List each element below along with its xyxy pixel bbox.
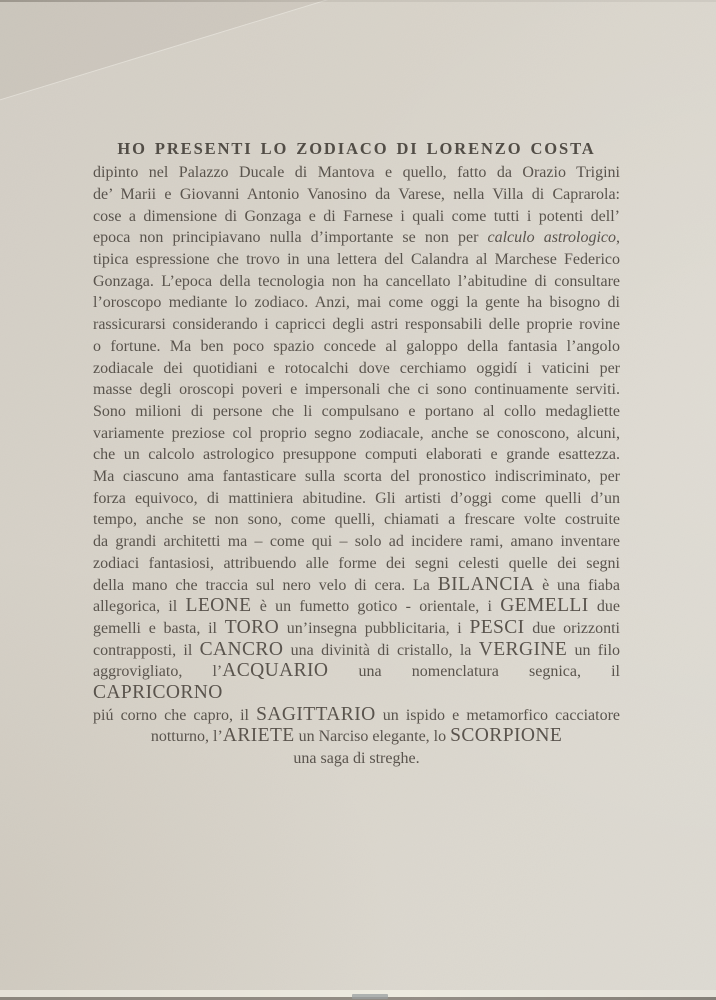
text-segment: l’oroscopo mediante lo zodiaco. Anzi, mai come oggi la gente ha bisogno di <box>93 294 620 312</box>
zodiac-sign-name: ACQUARIO <box>222 660 329 682</box>
text-segment: un filo <box>567 641 621 659</box>
zodiac-sign-name: CANCRO <box>199 638 284 660</box>
text-line <box>93 509 620 531</box>
text-line <box>93 488 620 510</box>
text-line <box>93 314 620 336</box>
text-segment: tempo, anche se non sono, come quelli, chiamati a frescare volte costruite <box>93 511 620 529</box>
text-segment: una nomenclatura segnica, il <box>328 663 620 681</box>
text-line <box>93 271 620 293</box>
text-segment: due <box>588 598 620 616</box>
text-line <box>93 640 620 662</box>
text-segment: o fortune. Ma ben poco spazio concede al galoppo della fantasia l’angolo <box>93 337 620 355</box>
text-segment: da grandi architetti ma – come qui – solo ad incidere rami, amano inventare <box>93 533 620 551</box>
text-line <box>93 227 620 249</box>
zodiac-sign-name: CAPRICORNO <box>93 682 223 704</box>
text-line <box>93 379 620 401</box>
text-segment: Ma ciascuno ama fantasticare sulla scorta del pronostico indiscriminato, per <box>93 468 620 486</box>
text-line <box>93 466 620 488</box>
text-segment: allegorica, il <box>93 598 186 616</box>
text-line <box>93 618 620 640</box>
text-block <box>93 138 620 770</box>
zodiac-sign-name: SCORPIONE <box>450 725 563 747</box>
text-line <box>93 358 620 380</box>
text-line <box>93 705 620 727</box>
text-segment: aggrovigliato, l’ <box>93 663 223 681</box>
text-line <box>93 423 620 445</box>
text-line <box>93 249 620 271</box>
text-line <box>93 531 620 553</box>
text-segment: una divinità di cristallo, la <box>283 641 479 659</box>
text-segment: un Narciso elegante, lo <box>294 728 451 746</box>
text-line <box>93 336 620 358</box>
text-segment: rassicurarsi considerando i capricci degli astri responsabili delle proprie rovine <box>93 316 620 334</box>
text-line <box>93 206 620 228</box>
page-corner-fold <box>0 0 428 128</box>
text-segment: Gonzaga. L’epoca della tecnologia non ha cancellato l’abitudine di consultare <box>93 272 620 290</box>
text-line <box>93 661 620 704</box>
text-segment: piú corno che capro, il <box>93 706 257 724</box>
text-segment: contrapposti, il <box>93 641 200 659</box>
zodiac-sign-name: ARIETE <box>222 725 295 747</box>
text-segment: masse degli oroscopi poveri e impersonali che ci sono continuamente serviti. <box>93 381 620 399</box>
zodiac-sign-name: LEONE <box>185 595 252 617</box>
italic-phrase: calculo astrologico <box>487 229 616 247</box>
text-line <box>93 401 620 423</box>
text-line <box>93 553 620 575</box>
zodiac-sign-name: SAGITTARIO <box>256 703 376 725</box>
text-segment: è una fiaba <box>534 576 620 594</box>
body-text <box>93 162 620 770</box>
text-segment: è un fumetto gotico - orientale, i <box>251 598 501 616</box>
text-line <box>93 292 620 314</box>
zodiac-sign-name: PESCI <box>469 616 525 638</box>
text-segment: zodiacale dei quotidiani e rotocalchi dove cerchiamo oggidí i vaticini per <box>93 359 620 377</box>
text-line <box>93 444 620 466</box>
text-segment: due orizzonti <box>524 619 620 637</box>
text-segment: cose a dimensione di Gonzaga e di Farnese i quali come tutti i potenti dell’ <box>93 207 620 225</box>
text-segment: zodiaci fantasiosi, attribuendo alle forme dei segni celesti quelle dei segni <box>93 554 620 572</box>
text-line <box>93 575 620 597</box>
text-segment: forza equivoco, di mattiniera abitudine. Gli artisti d’oggi come quelli d’un <box>93 489 620 507</box>
text-segment: , <box>616 229 620 247</box>
text-segment: gemelli e basta, il <box>93 619 225 637</box>
bottom-edge-smudge <box>352 994 388 999</box>
zodiac-sign-name: TORO <box>224 616 280 638</box>
text-segment: un’insegna pubblicitaria, i <box>279 619 470 637</box>
text-segment: una saga di streghe. <box>293 750 420 768</box>
text-segment: de’ Marii e Giovanni Antonio Vanosino da Varese, nella Villa di Caprarola: <box>93 185 620 203</box>
text-segment: tipica espressione che trovo in una lettera del Calandra al Marchese Federico <box>93 251 620 269</box>
page-heading: HO PRESENTI LO ZODIACO DI LORENZO COSTA <box>117 139 596 158</box>
text-segment: dipinto nel Palazzo Ducale di Mantova e quello, fatto da Orazio Trigini <box>93 164 620 182</box>
text-line <box>93 162 620 184</box>
text-segment: notturno, l’ <box>150 728 223 746</box>
zodiac-sign-name: VERGINE <box>478 638 568 660</box>
text-segment: variamente preziose col proprio segno zodiacale, anche se conoscono, alcuni, <box>93 424 620 442</box>
text-segment: che un calcolo astrologico presuppone computi elaborati e grande esattezza. <box>93 446 620 464</box>
zodiac-sign-name: GEMELLI <box>500 595 589 617</box>
text-line <box>93 726 620 748</box>
text-line <box>93 184 620 206</box>
text-line <box>93 748 620 770</box>
text-segment: della mano che traccia sul nero velo di cera. La <box>93 576 438 594</box>
text-segment: Sono milioni di persone che li compulsano e portano al collo medagliette <box>93 402 620 420</box>
zodiac-sign-name: BILANCIA <box>437 573 535 595</box>
page-top-edge <box>0 0 716 2</box>
text-segment: un ispido e metamorfico cacciatore <box>375 706 620 724</box>
text-segment: epoca non principiavano nulla d’importante se non per <box>93 229 488 247</box>
text-line <box>93 596 620 618</box>
